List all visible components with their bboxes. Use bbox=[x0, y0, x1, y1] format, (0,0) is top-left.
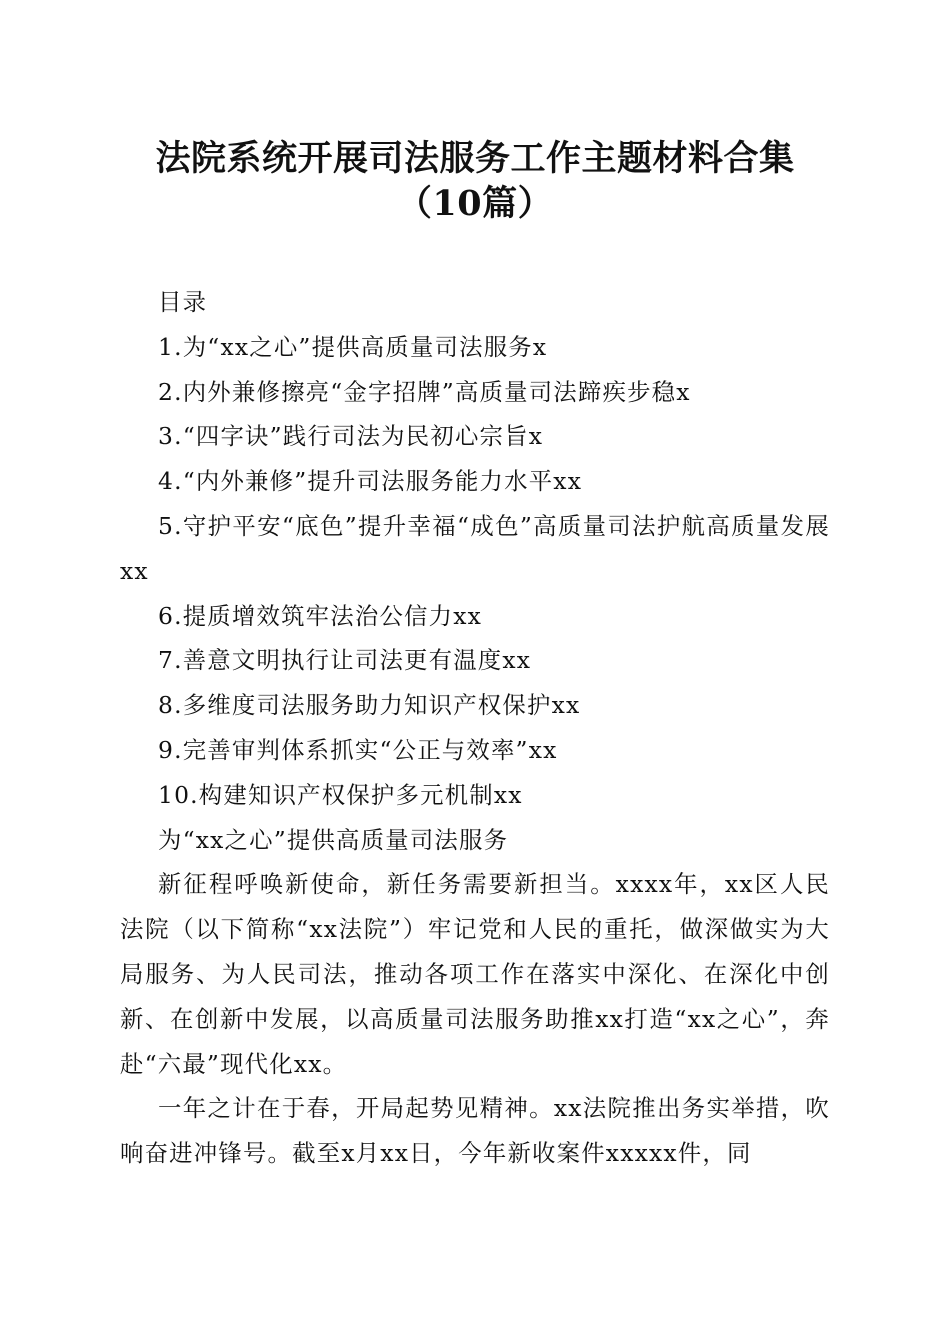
toc-item: 3.“四字诀”践行司法为民初心宗旨x bbox=[158, 422, 544, 451]
document-body bbox=[120, 280, 830, 1176]
toc-item: 4.“内外兼修”提升司法服务能力水平xx bbox=[158, 467, 583, 496]
toc-heading: 目录 bbox=[158, 288, 208, 316]
toc-item: 5.守护平安“底色”提升幸福“成色”高质量司法护航高质量发展xx bbox=[120, 511, 830, 585]
toc-item: 6.提质增效筑牢法治公信力xx bbox=[158, 601, 482, 630]
toc-item: 1.为“xx之心”提供高质量司法服务x bbox=[158, 332, 548, 361]
body-paragraph: 一年之计在于春，开局起势见精神。xx法院推出务实举措，吹响奋进冲锋号。截至x月xx日，今年新收案件xxxxx件，同 bbox=[120, 1094, 830, 1168]
toc-item: 7.善意文明执行让司法更有温度xx bbox=[158, 646, 532, 675]
toc-item: 2.内外兼修擦亮“金字招牌”高质量司法蹄疾步稳x bbox=[158, 377, 691, 406]
document-title: 法院系统开展司法服务工作主题材料合集（10篇） bbox=[155, 138, 795, 224]
body-paragraph: 新征程呼唤新使命，新任务需要新担当。xxxx年，xx区人民法院（以下简称“xx法院”）牢记党和人民的重托，做深做实为大局服务、为人民司法，推动各项工作在落实中深化、在深化中创新、在创新中发展，以高质量司法服务助推xx打造“xx之心”，奔赴“六最”现代化xx。 bbox=[120, 870, 830, 1078]
section-title: 为“xx之心”提供高质量司法服务 bbox=[158, 825, 509, 854]
toc-item: 10.构建知识产权保护多元机制xx bbox=[158, 780, 523, 809]
toc-item: 8.多维度司法服务助力知识产权保护xx bbox=[158, 691, 581, 720]
toc-item: 9.完善审判体系抓实“公正与效率”xx bbox=[158, 735, 558, 764]
